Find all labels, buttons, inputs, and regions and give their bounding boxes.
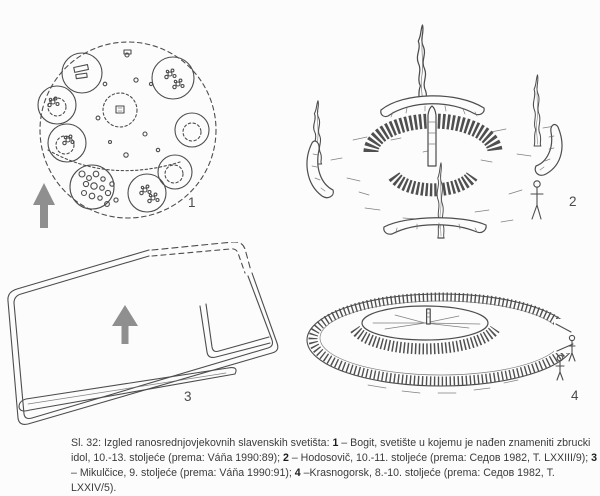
figure-3-number: 3 [184,389,193,404]
figure-ref-3: 3 [591,451,598,464]
figure-ref-1: 1 [332,437,339,449]
pit-stone-fills [48,65,184,203]
figure-2-reconstruction-drawing [295,12,590,242]
central-idol-post [428,106,436,166]
enclosure-outline-inner [14,249,273,419]
figure-caption [71,436,600,496]
figure-ref-2: 2 [283,451,289,464]
caption-segment: – Bogit, svetište u kojemu je nađen znameniti zbrucki idol, 10.-13. stoljeće (prema: Váňa 1990:89); [71,437,591,464]
caption-segment: – Hodosovič, 10.-11. stoljeće (prema: Седов 1982, T. LXXIII/9); [288,451,592,464]
figure-4-reconstruction-drawing [298,283,598,428]
crescent-bank-south [384,218,486,234]
palisade-ring-front [394,176,472,190]
scattered-stones [96,50,160,157]
caption-segment: –Krasnogorsk, 8.-10. stoljeće (prema: Седов 1982, T. LXXIV/5). [71,466,555,494]
figure-1-plan-drawing [8,22,218,232]
central-platform [355,306,495,349]
north-arrow-icon [33,183,55,228]
figure-4-number: 4 [571,388,580,403]
central-idol-post [427,309,431,324]
crescent-bank-west [307,141,333,198]
caption-segment: Sl. 32: Izgled ranosrednjovjekovnih slavenskih svetišta: [71,437,333,449]
enclosure-outline-outer [8,242,278,424]
caption-segment: – Mikulčice, 9. stoljeće (prema: Váňa 1990:91); [71,466,295,479]
stone-cluster-southwest [79,171,118,206]
north-arrow-icon [112,305,138,344]
figure-2-number: 2 [569,194,578,209]
figure-3-plan-drawing [2,242,292,427]
central-dashed-circle [103,93,137,127]
ring-pits [38,53,209,212]
flame-icon [417,25,426,104]
inner-annex-feature [200,304,270,357]
flame-icon [437,163,444,238]
flame-icon [533,75,541,146]
figure-1-number: 1 [188,195,197,210]
figure-ref-4: 4 [294,466,301,479]
human-scale-figure [531,181,543,219]
